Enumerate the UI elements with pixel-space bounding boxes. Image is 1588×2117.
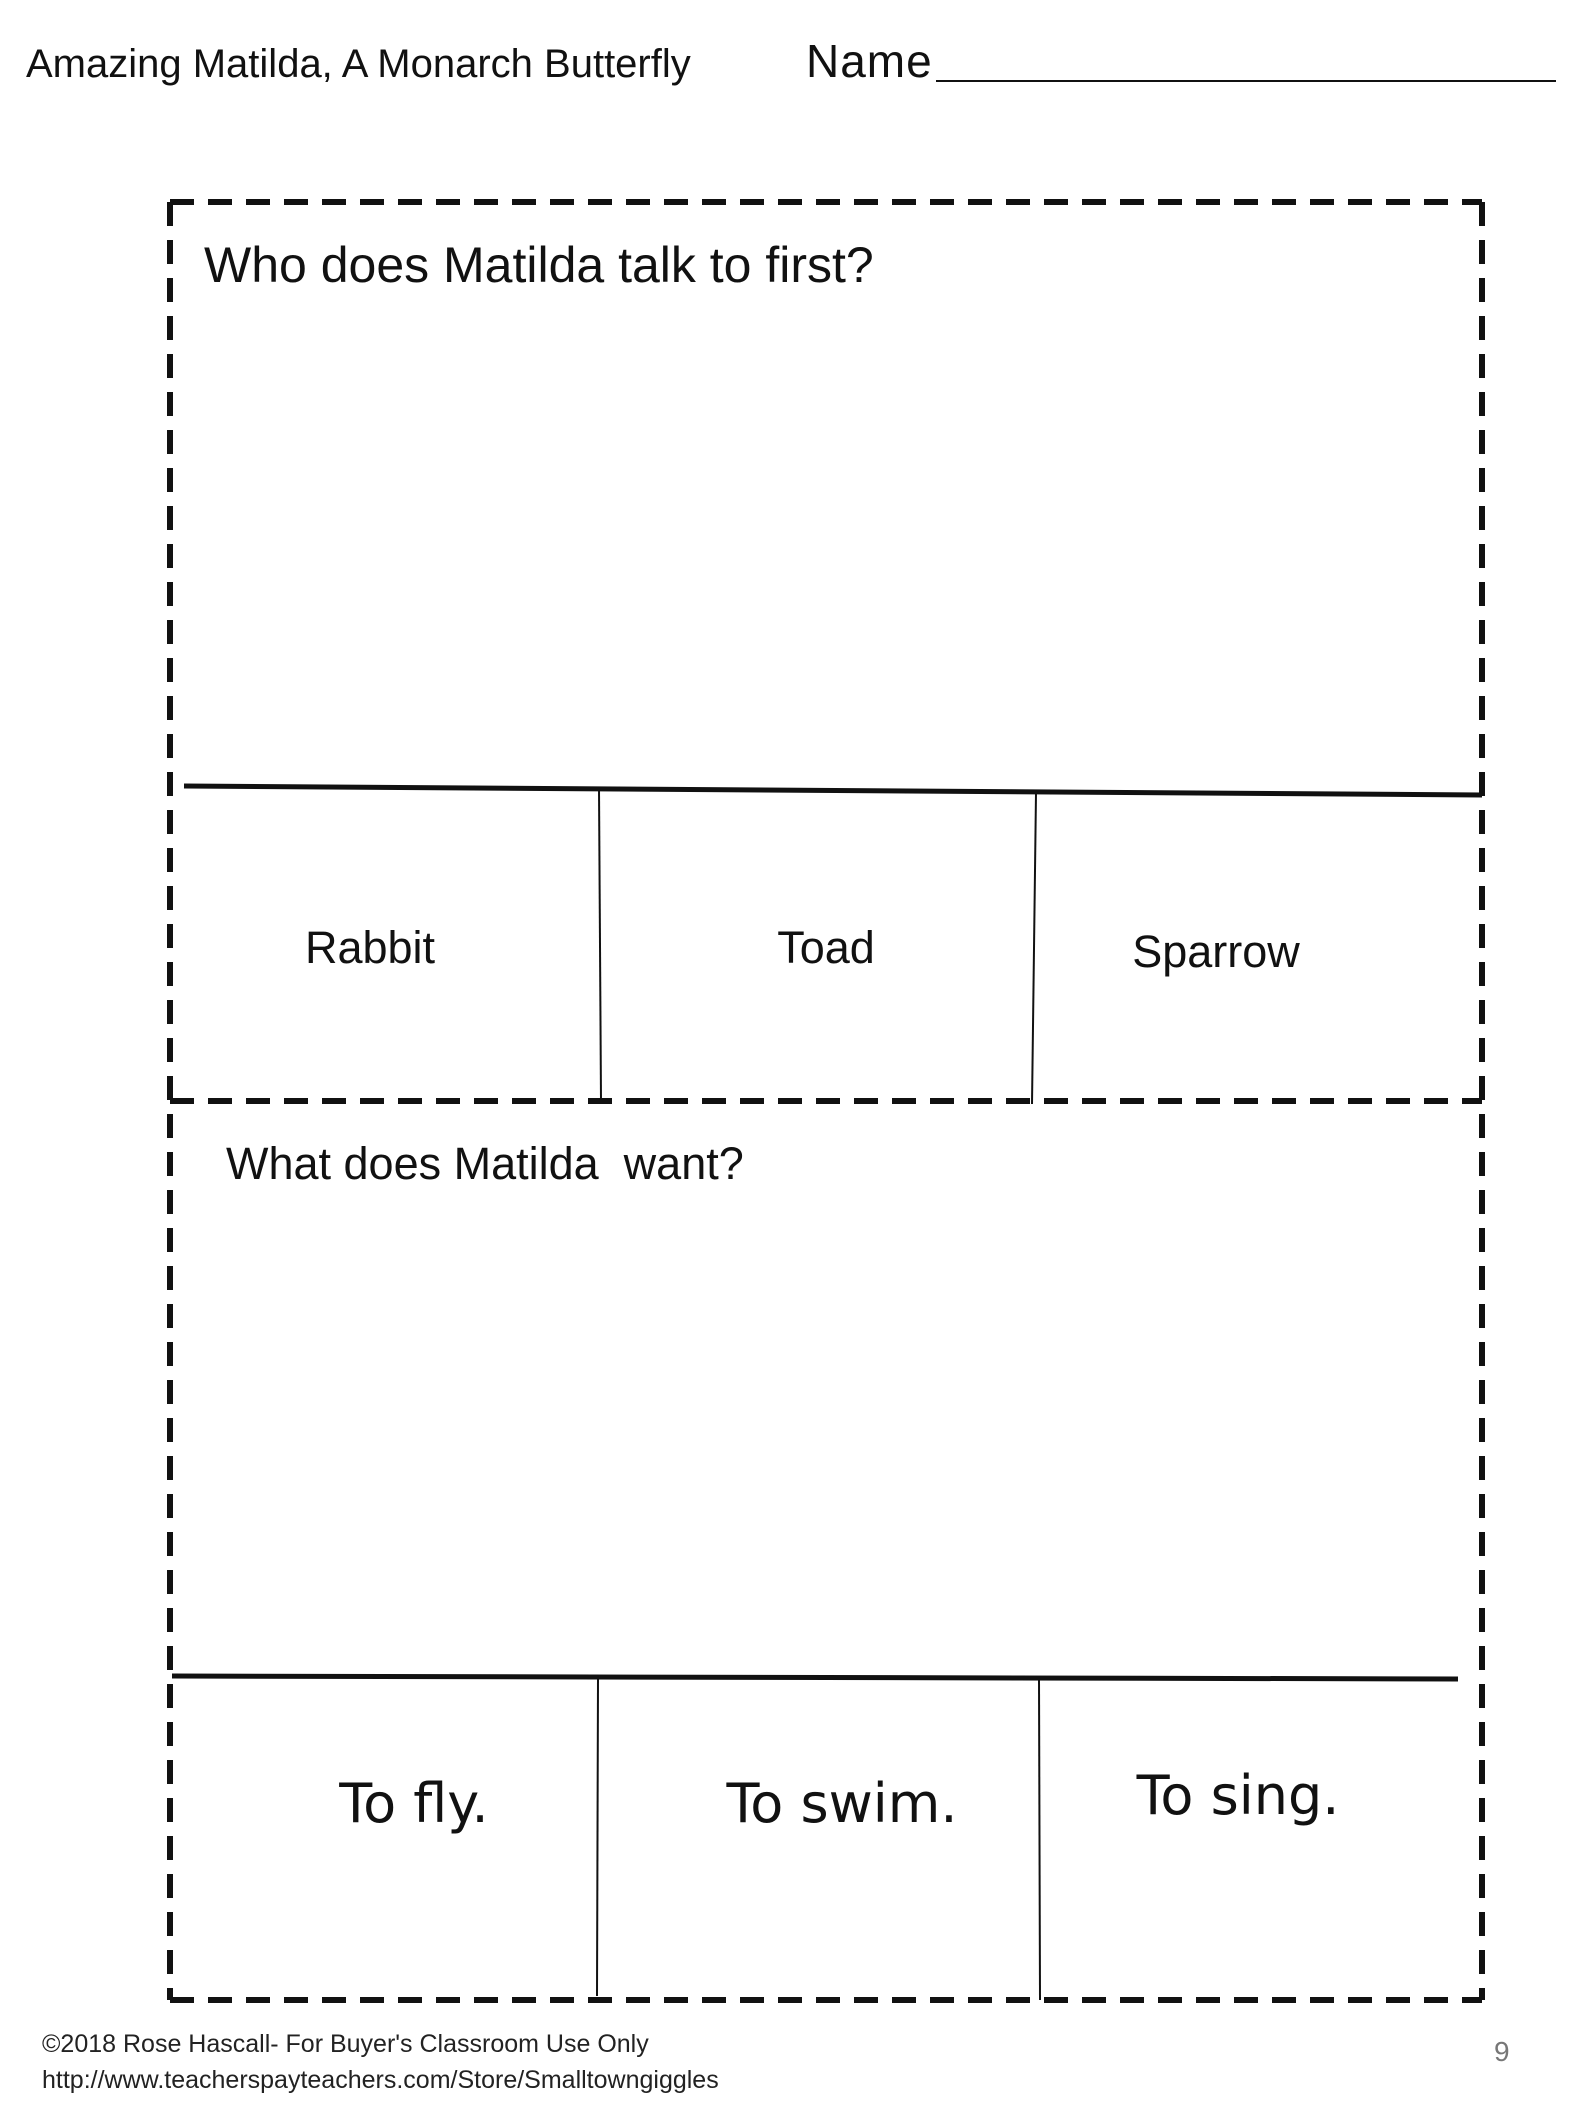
dashed-cut-lines	[170, 202, 1482, 2000]
section2-choice-swim[interactable]: To swim.	[726, 1772, 958, 1835]
section2-question: What does Matilda want?	[226, 1138, 744, 1189]
name-label: Name	[806, 35, 933, 87]
section1-choice-toad[interactable]: Toad	[777, 922, 875, 973]
copyright-notice: ©2018 Rose Hascall- For Buyer's Classroom Use Only	[42, 2030, 649, 2058]
page-number: 9	[1494, 2036, 1510, 2067]
section2-answer-line	[172, 1676, 1458, 1679]
section1-divider-2	[1032, 793, 1036, 1104]
section2-choice-sing[interactable]: To sing.	[1136, 1764, 1340, 1827]
section2-divider-1	[597, 1678, 598, 1996]
section2-divider-2	[1039, 1679, 1040, 2000]
section1-answer-line	[184, 786, 1482, 795]
store-url: http://www.teacherspayteachers.com/Store/Smalltowngiggles	[42, 2066, 719, 2094]
name-write-line[interactable]	[936, 80, 1556, 82]
section1-divider-1	[599, 789, 601, 1101]
section1-question: Who does Matilda talk to first?	[204, 237, 874, 293]
section1-choice-sparrow[interactable]: Sparrow	[1132, 926, 1300, 977]
section2-choice-fly[interactable]: To fly.	[339, 1772, 489, 1835]
worksheet-title: Amazing Matilda, A Monarch Butterfly	[26, 42, 691, 86]
section1-choice-rabbit[interactable]: Rabbit	[304, 922, 436, 973]
